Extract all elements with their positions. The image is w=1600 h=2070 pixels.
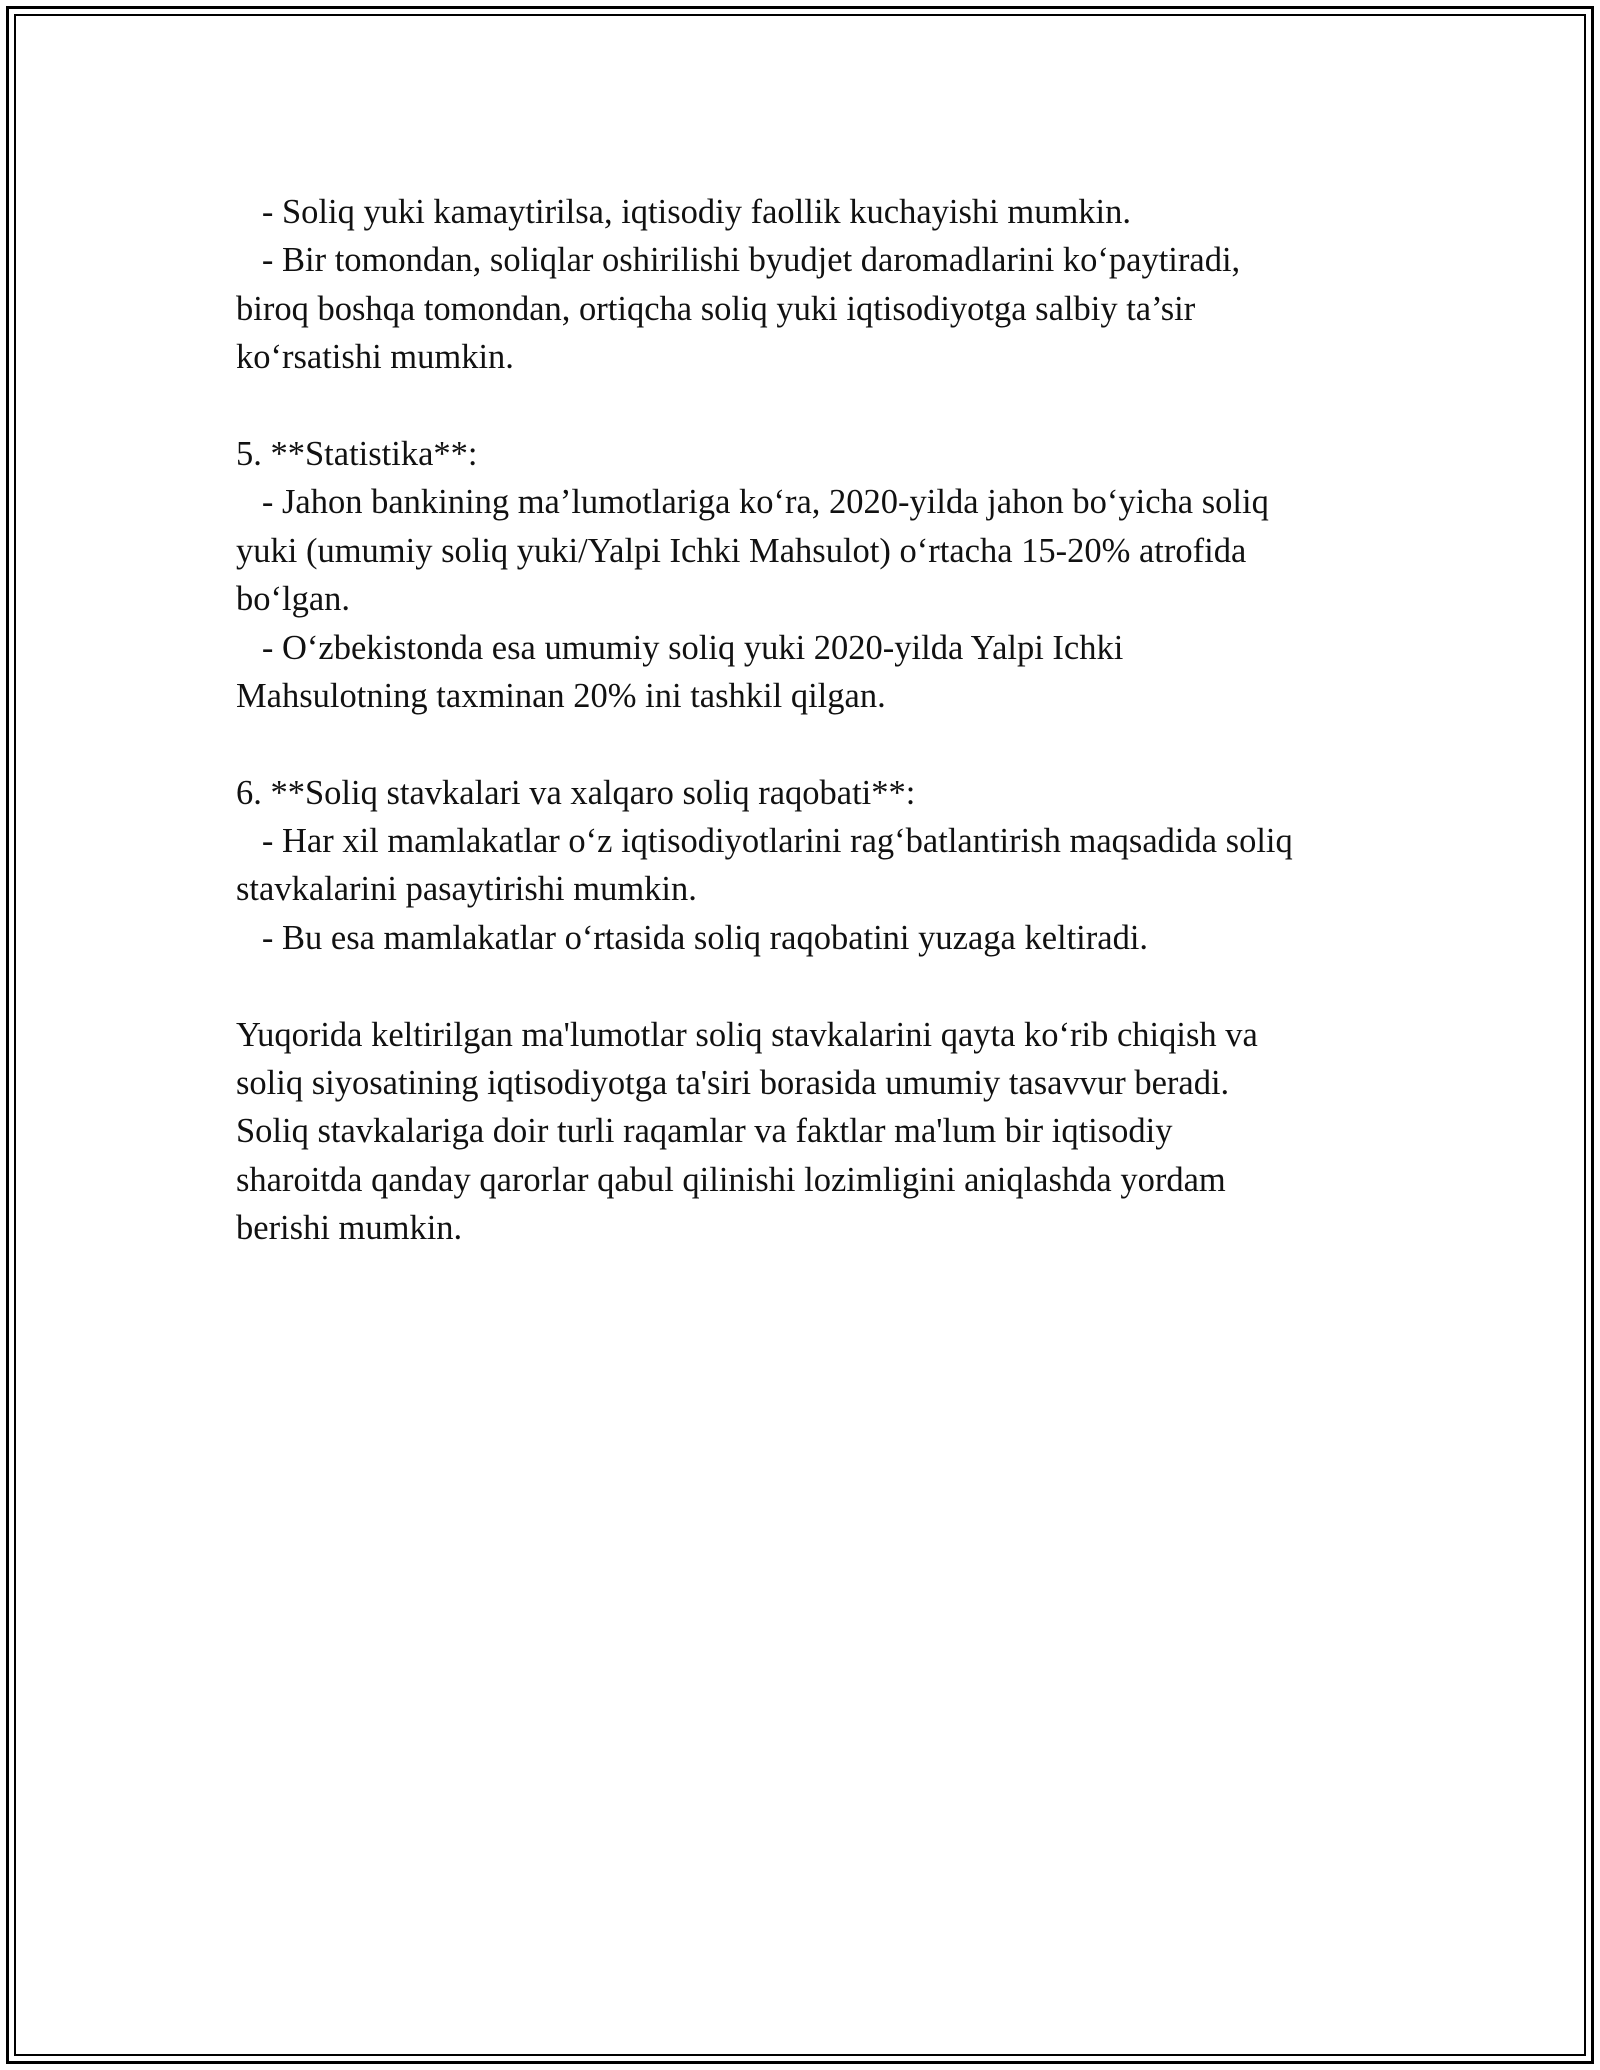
document-body: [236, 188, 1396, 1253]
text-line: soliq siyosatining iqtisodiyotga ta'siri borasida umumiy tasavvur beradi.: [236, 1064, 1230, 1103]
section-heading: 5. **Statistika**:: [236, 434, 478, 473]
text-line: - Har xil mamlakatlar o‘z iqtisodiyotlarini rag‘batlantirish maqsadida soliq: [236, 822, 1293, 861]
paragraph-spacer: [236, 382, 1396, 430]
text-line: bo‘lgan.: [236, 580, 351, 619]
text-line: - Bir tomondan, soliqlar oshirilishi byudjet daromadlarini ko‘paytiradi,: [236, 241, 1241, 280]
paragraph-conclusion: [236, 1011, 1396, 1253]
text-line: - Jahon bankining ma’lumotlariga ko‘ra, 2020-yilda jahon bo‘yicha soliq: [236, 483, 1269, 522]
text-line: - Bu esa mamlakatlar o‘rtasida soliq raqobatini yuzaga keltiradi.: [236, 918, 1149, 957]
text-line: - O‘zbekistonda esa umumiy soliq yuki 2020-yilda Yalpi Ichki: [236, 628, 1124, 667]
text-line: sharoitda qanday qarorlar qabul qilinishi lozimligini aniqlashda yordam: [236, 1160, 1226, 1199]
text-line: Yuqorida keltirilgan ma'lumotlar soliq stavkalarini qayta ko‘rib chiqish va: [236, 1015, 1258, 1054]
section-heading: 6. **Soliq stavkalari va xalqaro soliq raqobati**:: [236, 773, 916, 812]
text-line: yuki (umumiy soliq yuki/Yalpi Ichki Mahsulot) o‘rtacha 15-20% atrofida: [236, 531, 1247, 570]
text-line: biroq boshqa tomondan, ortiqcha soliq yuki iqtisodiyotga salbiy ta’sir: [236, 289, 1196, 328]
text-line: Mahsulotning taxminan 20% ini tashkil qilgan.: [236, 676, 886, 715]
text-line: Soliq stavkalariga doir turli raqamlar va faktlar ma'lum bir iqtisodiy: [236, 1112, 1173, 1151]
text-line: ko‘rsatishi mumkin.: [236, 338, 514, 377]
text-line: stavkalarini pasaytirishi mumkin.: [236, 870, 697, 909]
text-line: berishi mumkin.: [236, 1209, 463, 1248]
section-tax-competition: [236, 769, 1396, 963]
text-line: - Soliq yuki kamaytirilsa, iqtisodiy faollik kuchayishi mumkin.: [236, 193, 1132, 231]
section-statistics: [236, 430, 1396, 720]
paragraph-tax-burden: [236, 188, 1396, 382]
paragraph-spacer: [236, 720, 1396, 768]
paragraph-spacer: [236, 962, 1396, 1010]
